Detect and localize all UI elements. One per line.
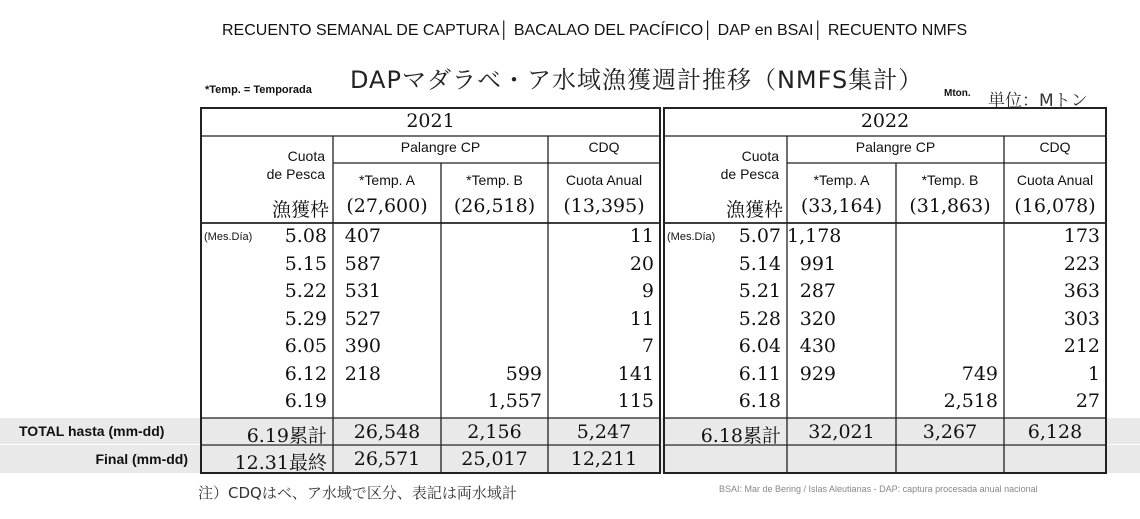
row-temp-a: 430: [799, 335, 836, 357]
row-date: 6.12: [284, 362, 327, 385]
row-cdq: 11: [629, 307, 654, 330]
row-temp-a: 531: [344, 280, 381, 302]
cuota-anual-header: Cuota Anual: [565, 172, 643, 188]
row-temp-b: 599: [505, 362, 542, 385]
final-row-label: Final (mm-dd): [95, 451, 188, 467]
cuota-label: de Pesca: [720, 166, 779, 182]
row-date: 5.08: [284, 225, 327, 247]
row-date: 6.18: [738, 390, 781, 412]
row-date: 6.04: [738, 335, 781, 357]
row-date: 5.07: [738, 225, 781, 247]
row-cdq: 20: [629, 252, 654, 275]
quota-value: (26,518): [453, 195, 536, 217]
unit-jp: 単位：Mトン: [988, 91, 1088, 111]
cuota-label: de Pesca: [266, 166, 325, 182]
row-temp-b: 2,518: [943, 390, 998, 412]
quota-value: (27,600): [346, 195, 428, 217]
final-temp-b: 25,017: [461, 448, 528, 470]
row-temp-b: 749: [961, 362, 998, 385]
mes-dia-label: (Mes.Día): [667, 231, 716, 243]
unit-mton: Mton.: [944, 88, 971, 99]
row-date: 5.22: [284, 280, 327, 302]
row-cdq: 27: [1075, 390, 1100, 412]
row-temp-a: 407: [344, 225, 381, 247]
cuota-jp-label: 漁獲枠: [271, 199, 329, 221]
total-row-label: TOTAL hasta (mm-dd): [19, 423, 165, 439]
row-cdq: 212: [1063, 335, 1100, 357]
row-date: 5.14: [738, 252, 781, 275]
cuota-label: Cuota: [287, 148, 325, 164]
cdq-header: CDQ: [1039, 139, 1071, 155]
row-temp-a: 1,178: [787, 225, 842, 247]
row-temp-b: 1,557: [487, 390, 542, 412]
row-cdq: 173: [1063, 225, 1100, 247]
temp-note: *Temp. = Temporada: [205, 84, 312, 96]
temp-b-header: *Temp. B: [921, 172, 979, 188]
row-cdq: 11: [629, 225, 654, 247]
row-temp-a: 390: [344, 335, 381, 357]
total-cdq: 5,247: [576, 421, 632, 443]
year-label: 2021: [406, 110, 455, 132]
mes-dia-label: (Mes.Día): [204, 231, 253, 243]
final-temp-a: 26,571: [353, 448, 421, 470]
row-date: 6.19: [284, 390, 327, 412]
row-date: 5.28: [738, 307, 781, 330]
temp-a-header: *Temp. A: [813, 172, 870, 188]
row-cdq: 115: [617, 390, 654, 412]
final-date: 12.31最終: [234, 452, 327, 474]
row-date: 5.29: [284, 307, 327, 330]
temp-b-header: *Temp. B: [466, 172, 523, 188]
row-cdq: 223: [1063, 252, 1100, 275]
quota-value: (31,863): [909, 195, 991, 217]
total-date: 6.18累計: [700, 425, 781, 447]
palangre-header: Palangre CP: [855, 139, 936, 155]
row-temp-a: 287: [799, 280, 836, 302]
row-cdq: 363: [1063, 280, 1100, 302]
row-temp-a: 929: [799, 362, 836, 385]
palangre-header: Palangre CP: [400, 139, 481, 155]
year-label: 2022: [860, 110, 910, 132]
page-header: RECUENTO SEMANAL DE CAPTURA│ BACALAO DEL PACÍFICO│ DAP en BSAI│ RECUENTO NMFS: [222, 22, 968, 39]
total-temp-b: 2,156: [467, 421, 522, 443]
japanese-title: DAPマダラベ・ア水域漁獲週計推移（NMFS集計）: [350, 66, 924, 94]
row-date: 6.11: [738, 362, 781, 385]
row-temp-a: 320: [799, 307, 836, 330]
total-date: 6.19累計: [246, 425, 327, 447]
row-temp-a: 218: [344, 362, 381, 385]
row-date: 5.21: [738, 280, 781, 302]
row-cdq: 141: [617, 362, 654, 385]
total-temp-a: 26,548: [353, 421, 421, 443]
row-temp-a: 527: [344, 307, 381, 330]
cdq-header: CDQ: [588, 139, 620, 155]
total-cdq: 6,128: [1027, 421, 1083, 443]
final-cdq: 12,211: [570, 448, 638, 470]
row-date: 5.15: [284, 252, 327, 275]
row-cdq: 7: [641, 335, 654, 357]
row-cdq: 1: [1087, 362, 1100, 385]
total-temp-b: 3,267: [922, 421, 978, 443]
temp-a-header: *Temp. A: [358, 172, 416, 188]
cuota-jp-label: 漁獲枠: [725, 199, 783, 221]
row-temp-a: 991: [799, 252, 836, 275]
row-cdq: 303: [1063, 307, 1100, 330]
total-temp-a: 32,021: [808, 421, 875, 443]
row-cdq: 9: [641, 280, 654, 302]
quota-value: (16,078): [1014, 195, 1096, 217]
footnote: 注）CDQはベ、ア水域で区分、表記は両水域計: [198, 484, 517, 502]
row-date: 6.05: [284, 335, 327, 357]
quota-value: (13,395): [563, 195, 645, 217]
row-temp-a: 587: [344, 252, 381, 275]
cuota-label: Cuota: [741, 148, 779, 164]
legend-note: BSAI: Mar de Bering / Islas Aleutianas - DAP: captura procesada anual nacional: [719, 484, 1038, 494]
cuota-anual-header: Cuota Anual: [1016, 172, 1094, 188]
quota-value: (33,164): [800, 195, 883, 217]
